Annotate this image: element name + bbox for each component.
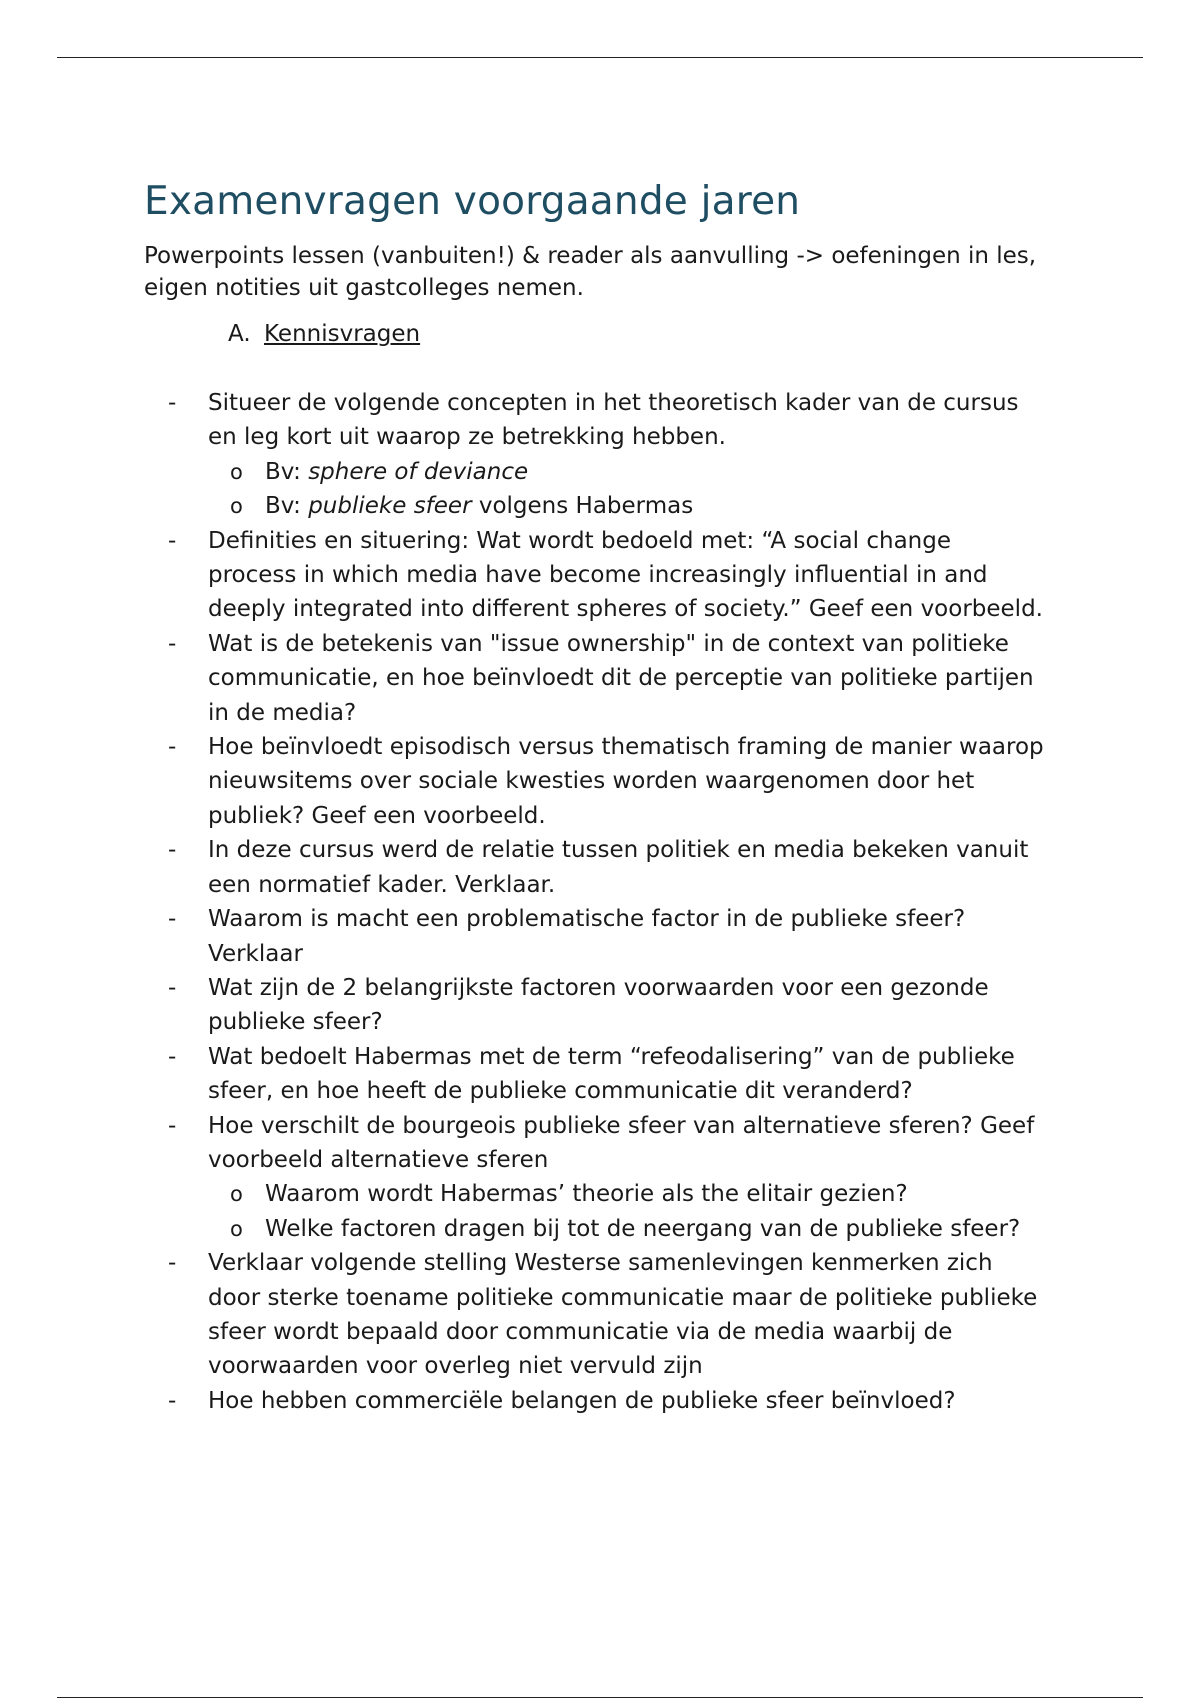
dash-bullet: - [168, 390, 177, 416]
question-item [144, 1384, 1044, 1418]
sub-item [208, 455, 1044, 489]
dash-bullet: - [168, 837, 177, 864]
sub-item-prefix: Bv: [265, 458, 309, 485]
dash-bullet: - [168, 1387, 177, 1414]
sub-item-text: Waarom wordt Habermas’ theorie als the elitair gezien? [265, 1181, 908, 1208]
question-text: Verklaar volgende stelling Westerse samenlevingen kenmerken zich door sterke toename politieke communicatie maar de politieke publieke sfeer wordt bepaald door communicatie via de media waarbij de voorwaarden voor overleg niet vervuld zijn [208, 1250, 1038, 1380]
question-item [144, 1040, 1044, 1109]
question-text: Hoe beïnvloedt episodisch versus thematisch framing de manier waarop nieuwsitems over sociale kwesties worden waargenomen door het publiek? Geef een voorbeeld. [208, 734, 1044, 829]
circle-bullet: o [230, 459, 243, 484]
question-item [144, 730, 1044, 833]
sub-item [208, 1177, 1044, 1211]
question-text: Wat bedoelt Habermas met de term “refeodalisering” van de publieke sfeer, en hoe heeft de publieke communicatie dit veranderd? [208, 1043, 1015, 1105]
dash-bullet: - [168, 1112, 177, 1139]
circle-bullet: o [230, 1182, 243, 1207]
section-heading [228, 318, 1044, 350]
question-item [144, 1246, 1044, 1384]
section-letter: A. [228, 321, 251, 347]
question-text: Waarom is macht een problematische factor in de publieke sfeer? Verklaar [208, 906, 966, 967]
question-text: Hoe verschilt de bourgeois publieke sfeer van alternatieve sferen? Geef voorbeeld alternatieve sferen [208, 1112, 1035, 1173]
question-item [144, 1109, 1044, 1247]
question-item [144, 971, 1044, 1040]
dash-bullet: - [168, 630, 177, 657]
dash-bullet: - [168, 734, 177, 761]
circle-bullet: o [230, 494, 243, 519]
question-list [144, 386, 1044, 1418]
dash-bullet: - [168, 906, 177, 933]
question-text: Wat is de betekenis van "issue ownership" in de context van politieke communicatie, en hoe beïnvloedt dit de perceptie van politieke partijen in de media? [208, 630, 1034, 726]
sub-item-suffix: volgens Habermas [471, 493, 694, 520]
question-item [144, 627, 1044, 730]
page-title: Examenvragen voorgaande jaren [144, 179, 801, 224]
document-page [144, 176, 1044, 1418]
circle-bullet: o [230, 1216, 243, 1241]
dash-bullet: - [168, 974, 177, 1001]
section-heading-text: Kennisvragen [264, 321, 421, 347]
header-rule [57, 57, 1143, 58]
question-text: Situeer de volgende concepten in het theoretisch kader van de cursus en leg kort uit waarop ze betrekking hebben. [208, 390, 1019, 451]
sub-item-term: publieke sfeer [308, 493, 472, 520]
question-item [144, 524, 1044, 627]
question-text: Hoe hebben commerciële belangen de publieke sfeer beïnvloed? [208, 1387, 956, 1414]
dash-bullet: - [168, 1250, 177, 1277]
sub-item [208, 1212, 1044, 1246]
sub-item [208, 489, 1044, 523]
intro-paragraph: Powerpoints lessen (vanbuiten!) & reader als aanvulling -> oefeningen in les, eigen notities uit gastcolleges nemen. [144, 243, 1037, 301]
sub-list [208, 1177, 1044, 1246]
question-item [144, 386, 1044, 524]
question-text: Definities en situering: Wat wordt bedoeld met: “A social change process in which media have become increasingly influential in and deeply integrated into different spheres of society.” Geef een voorbeeld. [208, 527, 1043, 623]
sub-list [208, 455, 1044, 524]
question-item [144, 902, 1044, 971]
question-item [144, 833, 1044, 902]
sub-item-term: sphere of deviance [308, 458, 529, 485]
dash-bullet: - [168, 527, 177, 554]
sub-item-prefix: Bv: [265, 493, 309, 520]
dash-bullet: - [168, 1043, 177, 1070]
question-text: In deze cursus werd de relatie tussen politiek en media bekeken vanuit een normatief kader. Verklaar. [208, 837, 1029, 898]
sub-item-text: Welke factoren dragen bij tot de neergang van de publieke sfeer? [265, 1215, 1021, 1242]
footer-rule [57, 1697, 1143, 1698]
question-text: Wat zijn de 2 belangrijkste factoren voorwaarden voor een gezonde publieke sfeer? [208, 974, 989, 1036]
